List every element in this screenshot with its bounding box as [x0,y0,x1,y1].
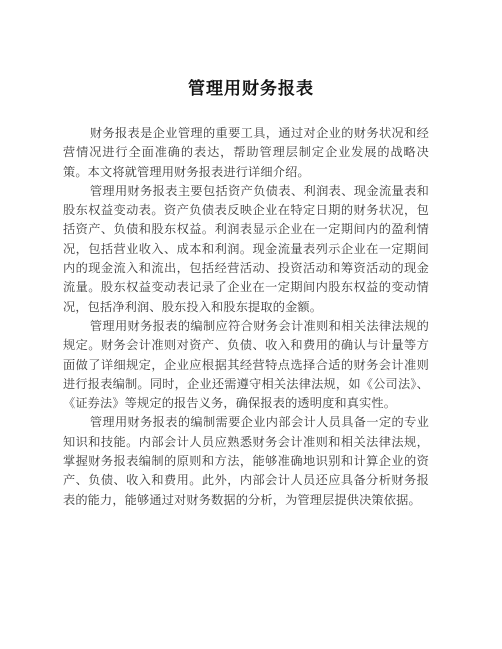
paragraph-statement-types: 管理用财务报表主要包括资产负债表、利润表、现金流量表和股东权益变动表。资产负债表反映企业在特定日期的财务状况，包括资产、负债和股东权益。利润表显示企业在一定期间内的盈利情况，包括营业收入、成本和利润。现金流量表列示企业在一定期间内的现金流入和流出，包括经营活动、投资活动和筹资活动的现金流量。股东权益变动表记录了企业在一定期间内股东权益的变动情况，包括净利润、股东投入和股东提取的金额。 [63,183,429,314]
paragraph-accountant-skills: 管理用财务报表的编制需要企业内部会计人员具备一定的专业知识和技能。内部会计人员应熟悉财务会计准则和相关法律法规，掌握财务报表编制的原则和方法，能够准确地识别和计算企业的资产、负债、收入和费用。此外，内部会计人员还应具备分析财务报表的能力，能够通过对财务数据的分析，为管理层提供决策依据。 [63,415,429,507]
paragraph-intro: 财务报表是企业管理的重要工具，通过对企业的财务状况和经营情况进行全面准确的表达，帮助管理层制定企业发展的战略决策。本文将就管理用财务报表进行详细介绍。 [63,126,429,179]
document-body [63,124,429,510]
document-title: 管理用财务报表 [188,79,314,99]
paragraph-compliance: 管理用财务报表的编制应符合财务会计准则和相关法律法规的规定。财务会计准则对资产、负债、收入和费用的确认与计量等方面做了详细规定，企业应根据其经营特点选择合适的财务会计准则进行报表编制。同时，企业还需遵守相关法律法规，如《公司法》、《证券法》等规定的报告义务，确保报表的透明度和真实性。 [63,318,429,411]
